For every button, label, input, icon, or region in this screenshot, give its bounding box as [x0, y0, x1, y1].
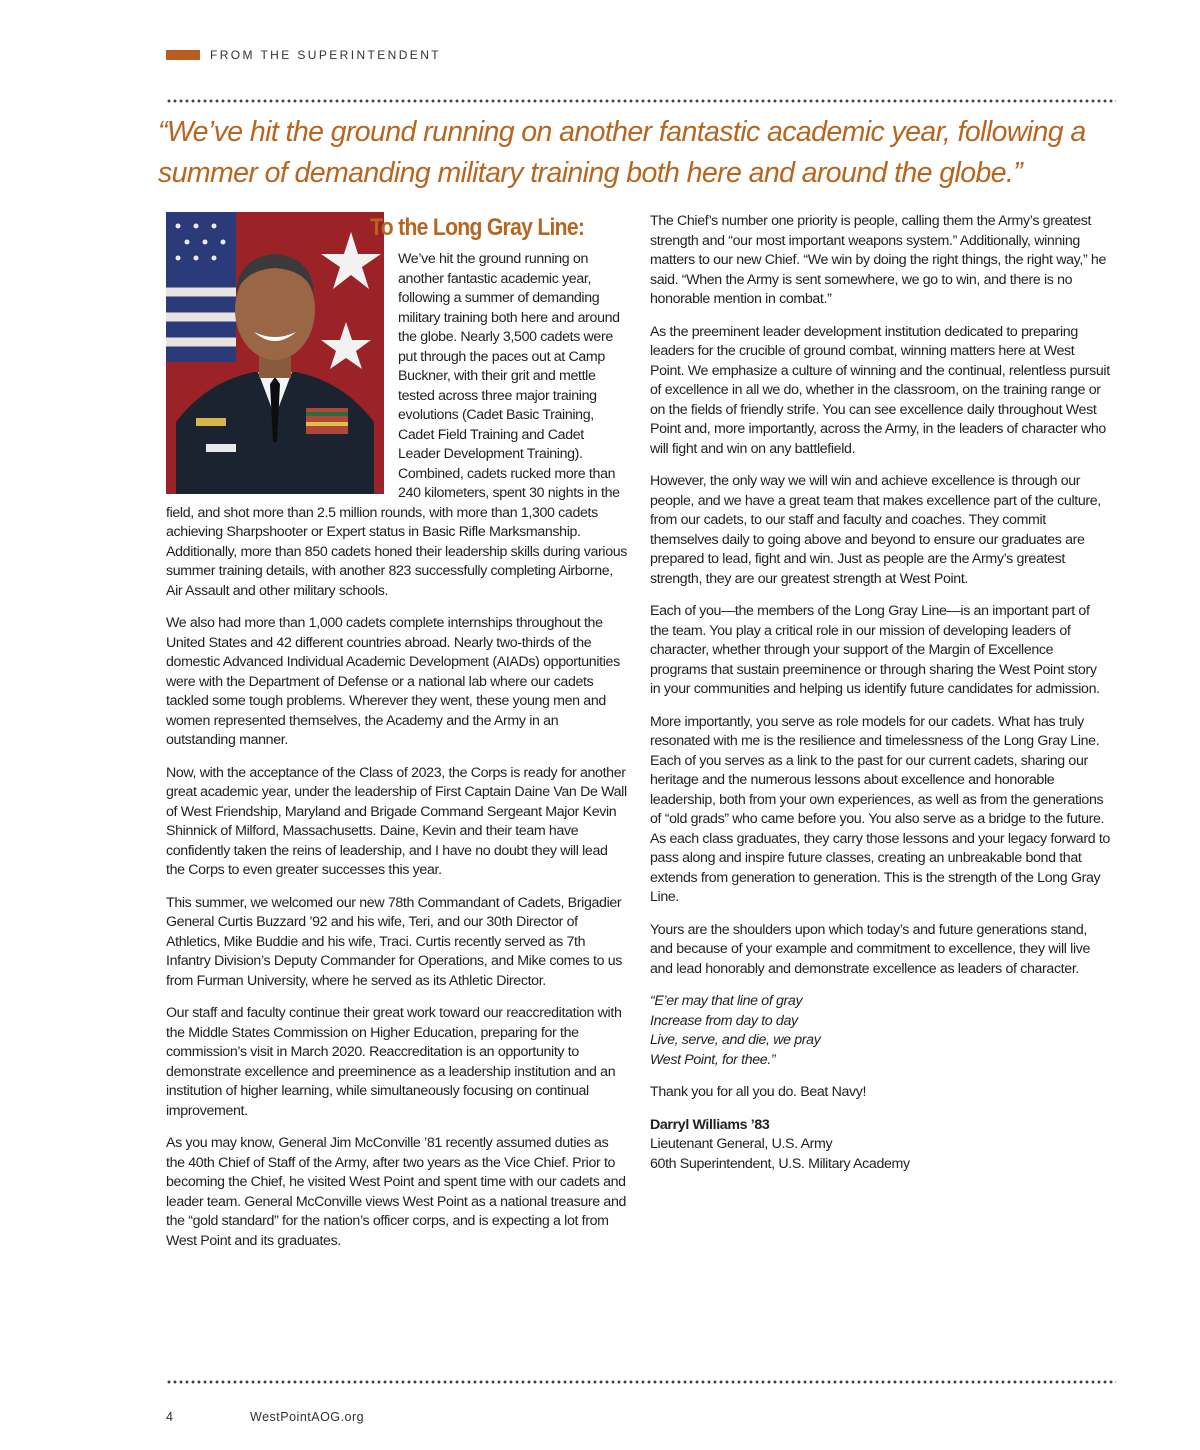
- right-paragraph: As the preeminent leader development institution dedicated to preparing leaders for the crucible of ground combat, winning matters here at West Point. We emphasize a culture of winning and the continual, relentless pursuit of excellence in all we do, whether in the classroom, on the training range or on the fields of friendly strife. You can see excellence daily throughout West Point and, more importantly, across the Army, in the leaders of character who will fight and win on any battlefield.: [650, 323, 1110, 457]
- footer-website: WestPointAOG.org: [250, 1410, 365, 1424]
- section-header: [166, 48, 441, 62]
- left-paragraph: As you may know, General Jim McConville ’81 recently assumed duties as the 40th Chief of Staff of the Army, after two years as the Vice Chief. Prior to becoming the Chief, he visited West Point and spent time with our cadets and leader team. General McConville views West Point as a national treasure and the “gold standard” for the nation’s officer corps, and is expecting a lot from West Point and its graduates.: [166, 1135, 627, 1249]
- right-paragraph: More importantly, you serve as role models for our cadets. What has truly resonated with me is the resilience and timelessness of the Long Gray Line. Each of you serves as a link to the past for our current cadets, sharing our heritage and the numerous lessons about excellence and honorable leadership, both from your own experiences, as well as from the generations of “old grads” who came before you. You also serve as a bridge to the future. As each class graduates, they carry those lessons and your legacy forward to pass along and inspire future classes, creating an unbreakable bond that extends from generation to generation. This is the strength of the Long Gray Line.: [650, 713, 1110, 905]
- bottom-dotted-divider: [166, 1380, 1116, 1384]
- right-paragraph: However, the only way we will win and achieve excellence is through our people, and we have a great team that makes excellence part of the culture, from our cadets, to our staff and faculty and coaches. They commit themselves daily to going above and beyond to ensure our graduates are prepared to lead, fight and win. Just as people are the Army’s greatest strength, they are our greatest strength at West Point.: [650, 473, 1101, 587]
- verse-line: Live, serve, and die, we pray: [650, 1032, 821, 1048]
- verse-line: “E’er may that line of gray: [650, 993, 803, 1009]
- left-paragraph: We’ve hit the ground running on another fantastic academic year, following a summer of demanding military training both here and around the globe. Nearly 3,500 cadets were put through the paces out at Camp Buckner, with their grit and mettle tested across three major training evolutions (Cadet Basic Training, Cadet Field Training and Cadet Leader Development Training). Combined, cadets rucked more than 240 kilometers, spent 30 nights in the field, and shot more than 2.5 million rounds, with more than 1,300 cadets achieving Sharpshooter or Expert status in Basic Rifle Marksmanship. Additionally, more than 850 cadets honed their leadership skills during various summer training details, with another 823 successfully completing Airborne, Air Assault and other military schools.: [166, 251, 628, 599]
- left-paragraph: Now, with the acceptance of the Class of 2023, the Corps is ready for another great academic year, under the leadership of First Captain Daine Van De Wall of West Friendship, Maryland and Brigade Command Sergeant Major Kevin Shinnick of Milford, Massachusetts. Daine, Kevin and their team have confidently taken the reins of leadership, and I have no doubt they will lead the Corps to even greater successes this year.: [166, 764, 627, 878]
- portrait-photo: [166, 212, 384, 494]
- right-paragraph: Each of you—the members of the Long Gray Line—is an important part of the team. You play a critical role in our mission of developing leaders of character, whether through your support of the Margin of Excellence programs that sustain preeminence or through sharing the West Point story in your communities and helping us identify future candidates for admission.: [650, 603, 1100, 697]
- signature-block: [650, 1116, 1110, 1175]
- greeting-heading: To the Long Gray Line:: [370, 214, 585, 241]
- page-number: 4: [166, 1410, 174, 1424]
- verse-line: Increase from day to day: [650, 1012, 798, 1029]
- left-column: [166, 212, 628, 1264]
- verse-line: West Point, for thee.”: [650, 1051, 776, 1068]
- right-paragraph: The Chief’s number one priority is people, calling them the Army’s greatest strength and “our most important weapons system.” Additionally, winning matters to our new Chief. “We win by doing the right things, the right way,” he said. “When the Army is sent somewhere, we go to win, and there is no honorable mention in combat.”: [650, 213, 1107, 307]
- portrait-illustration: [166, 212, 384, 494]
- left-paragraph: We also had more than 1,000 cadets complete internships throughout the United States and 42 different countries abroad. Nearly two-thirds of the domestic Advanced Individual Academic Development (AIADs) opportunities were with the Department of Defense or a national lab where our cadets tackled some tough problems. Wherever they went, these young men and women represented themselves, the Academy and the Army in an outstanding manner.: [166, 615, 620, 748]
- alma-mater-verse: [650, 992, 1110, 1070]
- closing-line: Thank you for all you do. Beat Navy!: [650, 1084, 867, 1100]
- section-accent-bar: [166, 50, 200, 60]
- left-paragraph: Our staff and faculty continue their great work toward our reaccreditation with the Middle States Commission on Higher Education, preparing for the commission’s visit in March 2020. Reaccreditation is an opportunity to demonstrate excellence and preeminence as a leadership institution and an institution of higher learning, while simultaneously focusing on continual improvement.: [166, 1005, 622, 1119]
- signature-title: Lieutenant General, U.S. Army: [650, 1136, 833, 1152]
- section-label: FROM THE SUPERINTENDENT: [210, 48, 441, 62]
- signature-position: 60th Superintendent, U.S. Military Academy: [650, 1155, 910, 1172]
- pull-quote: “We’ve hit the ground running on another fantastic academic year, following a summer of demanding military training both here and around the globe.”: [158, 116, 1086, 189]
- left-paragraph: This summer, we welcomed our new 78th Commandant of Cadets, Brigadier General Curtis Buzzard ’92 and his wife, Teri, and our 30th Director of Athletics, Mike Buddie and his wife, Traci. Curtis recently served as 7th Infantry Division’s Deputy Commander for Operations, and Mike comes to us from Furman University, where he served as its Athletic Director.: [166, 894, 622, 989]
- top-dotted-divider: [166, 99, 1116, 103]
- right-paragraph: Yours are the shoulders upon which today’s and future generations stand, and because of your example and commitment to excellence, they will live and lead honorably and demonstrate excellence as leaders of character.: [650, 921, 1091, 977]
- signature-name: Darryl Williams ’83: [650, 1116, 770, 1133]
- right-column: [650, 212, 1110, 1187]
